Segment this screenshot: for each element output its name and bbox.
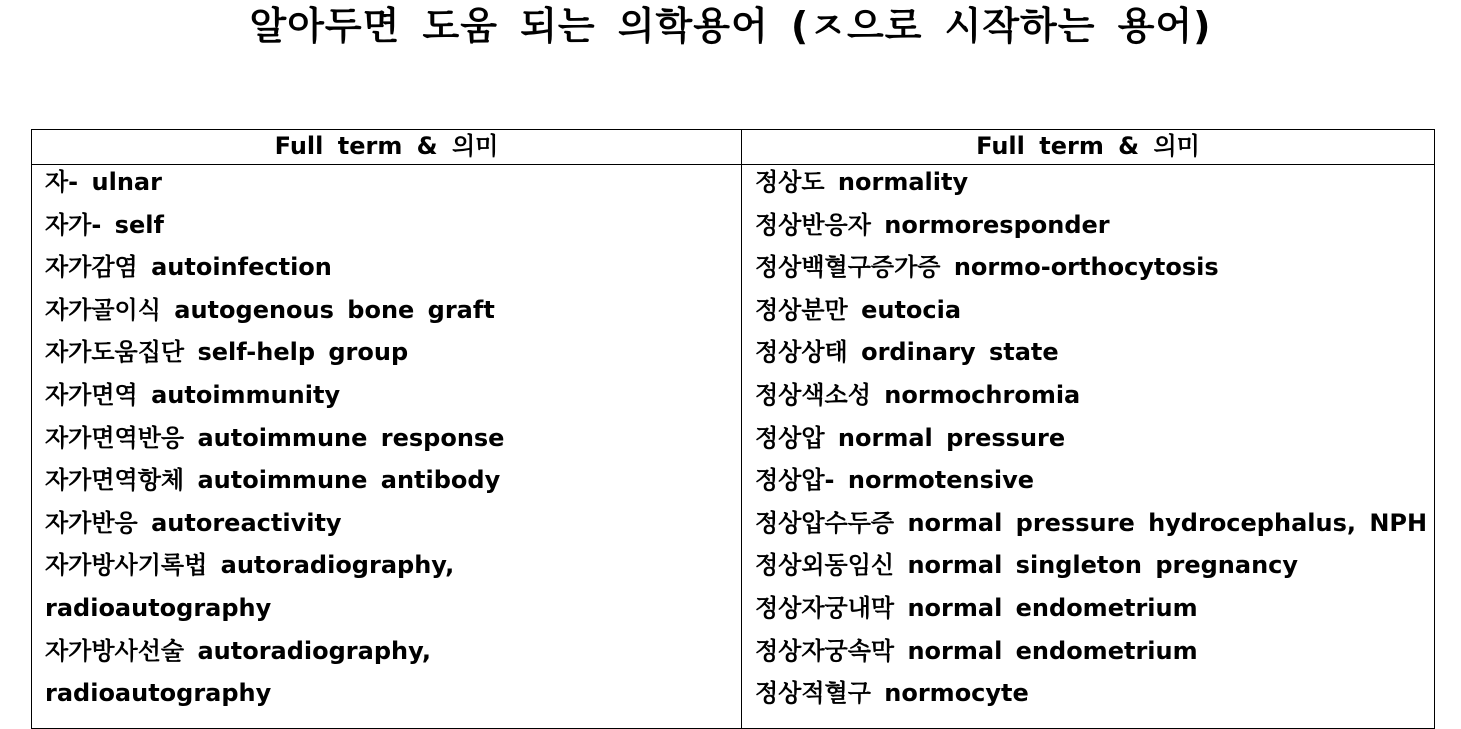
term-row: 자가도움집단 self-help group: [45, 338, 409, 367]
term-row: 정상압 normal pressure: [755, 423, 1066, 452]
term-row: 자가골이식 autogenous bone graft: [45, 295, 495, 324]
term-row: 정상압- normotensive: [755, 466, 1035, 495]
term-row: 정상백혈구증가증 normo-orthocytosis: [755, 253, 1219, 282]
left-rows: [32, 165, 741, 720]
right-column-header: Full term & 의미: [742, 130, 1434, 165]
term-row: 정상도 normality: [755, 168, 969, 196]
left-column: [32, 130, 742, 728]
term-row: 정상적혈구 normocyte: [755, 679, 1029, 708]
term-row: 자가면역항체 autoimmune antibody: [45, 466, 501, 495]
term-row: radioautography: [45, 679, 272, 708]
term-row: 정상압수두증 normal pressure hydrocephalus, NPH: [755, 508, 1428, 537]
term-row: 자가감염 autoinfection: [45, 253, 332, 282]
term-row: 정상색소성 normochromia: [755, 380, 1081, 409]
term-row: 자- ulnar: [45, 168, 162, 196]
term-row: 정상반응자 normoresponder: [755, 210, 1110, 239]
right-rows: [742, 165, 1434, 720]
term-row: 자가- self: [45, 210, 164, 239]
term-row: 자가방사기록법 autoradiography,: [45, 551, 455, 580]
term-row: 정상분만 eutocia: [755, 295, 962, 324]
term-row: 정상외동임신 normal singleton pregnancy: [755, 551, 1299, 580]
term-row: 자가면역반응 autoimmune response: [45, 423, 505, 452]
terms-table: [31, 129, 1435, 729]
term-row: 자가반응 autoreactivity: [45, 508, 342, 537]
term-row: 자가면역 autoimmunity: [45, 380, 341, 409]
term-row: 자가방사선술 autoradiography,: [45, 636, 432, 665]
term-row: 정상상태 ordinary state: [755, 338, 1059, 367]
term-row: 정상자궁내막 normal endometrium: [755, 593, 1198, 622]
page-title: 알아두면 도움 되는 의학용어 (ㅈ으로 시작하는 용어): [249, 4, 1212, 48]
term-row: 정상자궁속막 normal endometrium: [755, 636, 1198, 665]
left-column-header: Full term & 의미: [32, 130, 741, 165]
right-column: [742, 130, 1434, 728]
term-row: radioautography: [45, 593, 272, 622]
